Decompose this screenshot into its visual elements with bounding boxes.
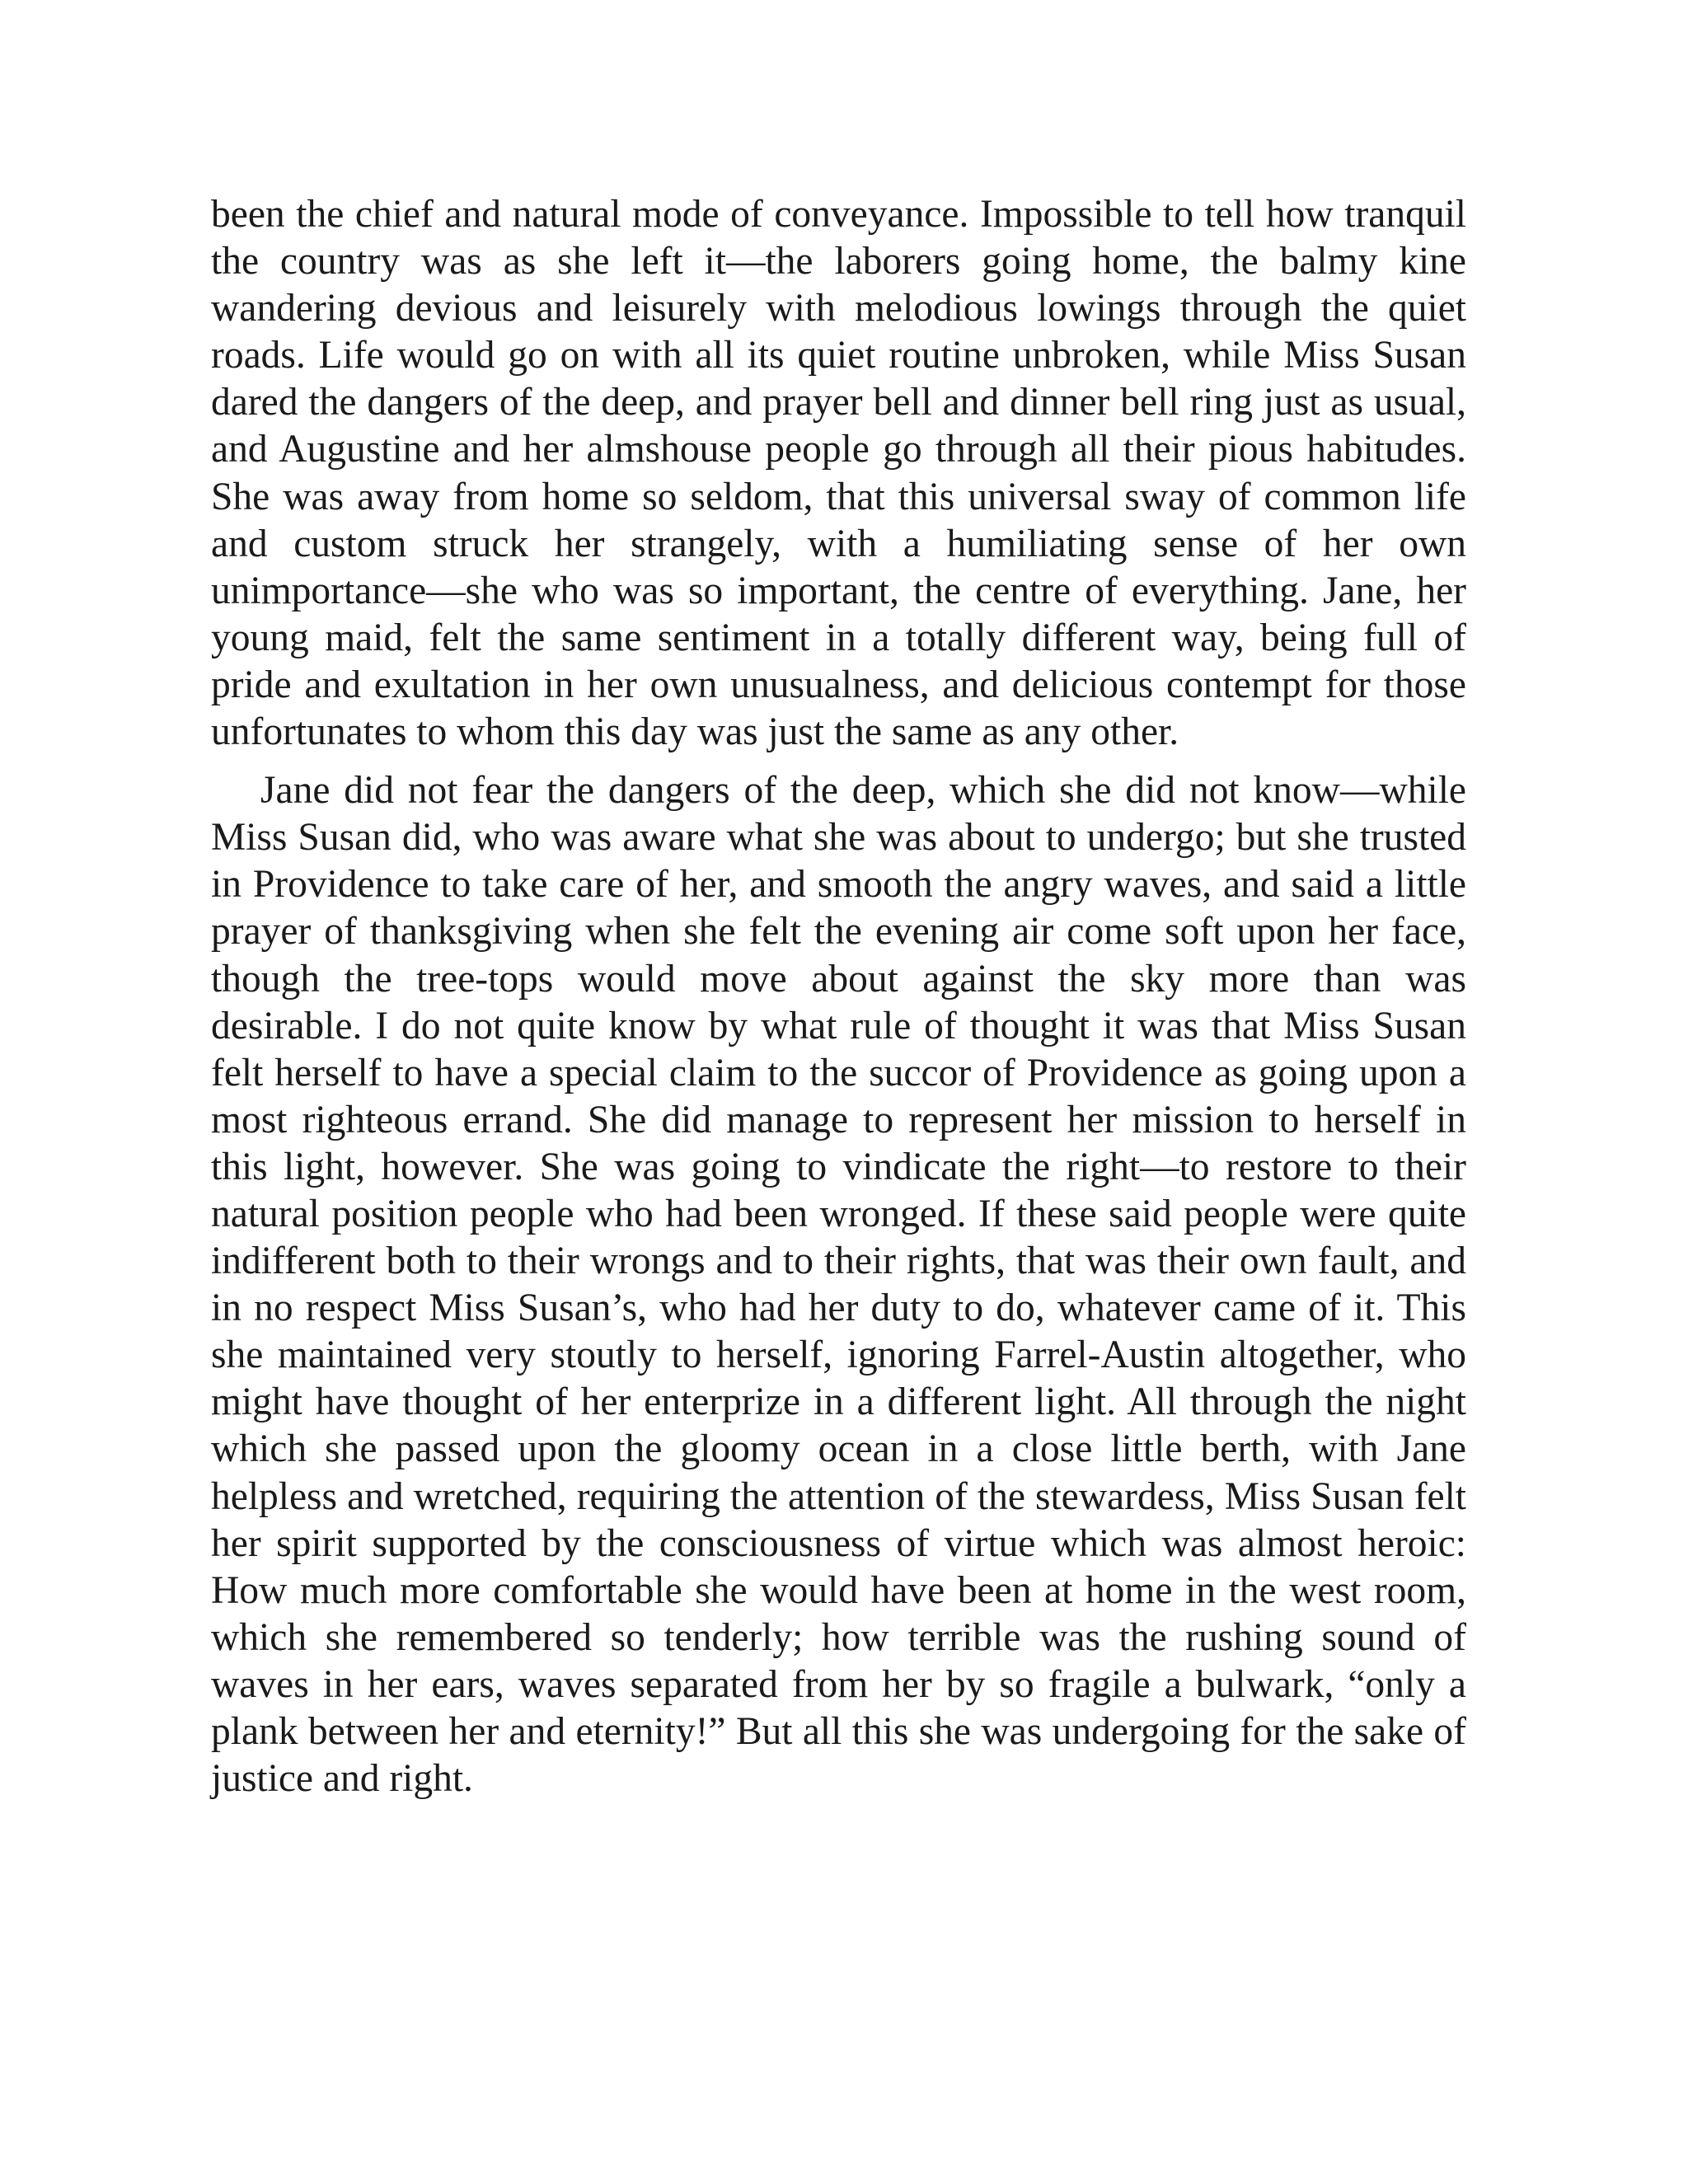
paragraph-1: been the chief and natural mode of conveyance. Impossible to tell how tranquil the country was as she left it—the laborers going home, the balmy kine wandering devious and leisurely with melodious lowings through the quiet roads. Life would go on with all its quiet routine unbroken, while Miss Susan dared the dangers of the deep, and prayer bell and dinner bell ring just as usual, and Augustine and her almshouse people go through all their pious habitudes. She was away from home so seldom, that this universal sway of common life and custom struck her strangely, with a humiliating sense of her own unimportance—she who was so important, the centre of everything. Jane, her young maid, felt the same sentiment in a totally different way, being full of pride and exultation in her own unusualness, and delicious contempt for those unfortunates to whom this day was just the same as any other. <box>211 193 1466 754</box>
paragraph-2: Jane did not fear the dangers of the deep, which she did not know—while Miss Susan did, who was aware what she was about to undergo; but she trusted in Providence to take care of her, and smooth the angry waves, and said a little prayer of thanksgiving when she felt the evening air come soft upon her face, though the tree-tops would move about against the sky more than was desirable. I do not quite know by what rule of thought it was that Miss Susan felt herself to have a special claim to the succor of Providence as going upon a most righteous errand. She did manage to represent her mission to herself in this light, however. She was going to vindicate the right—to restore to their natural position people who had been wronged. If these said people were quite indifferent both to their wrongs and to their rights, that was their own fault, and in no respect Miss Susan’s, who had her duty to do, whatever came of it. This she maintained very stoutly to herself, ignoring Farrel-Austin altogether, who might have thought of her enterprize in a different light. All through the night which she passed upon the gloomy ocean in a close little berth, with Jane helpless and wretched, requiring the attention of the stewardess, Miss Susan felt her spirit supported by the consciousness of virtue which was almost heroic: How much more comfortable she would have been at home in the west room, which she remembered so tenderly; how terrible was the rushing sound of waves in her ears, waves separated from her by so fragile a bulwark, “only a plank between her and eternity!” But all this she was undergoing for the sake of justice and right. <box>211 769 1466 1801</box>
body-text <box>211 191 1466 1802</box>
